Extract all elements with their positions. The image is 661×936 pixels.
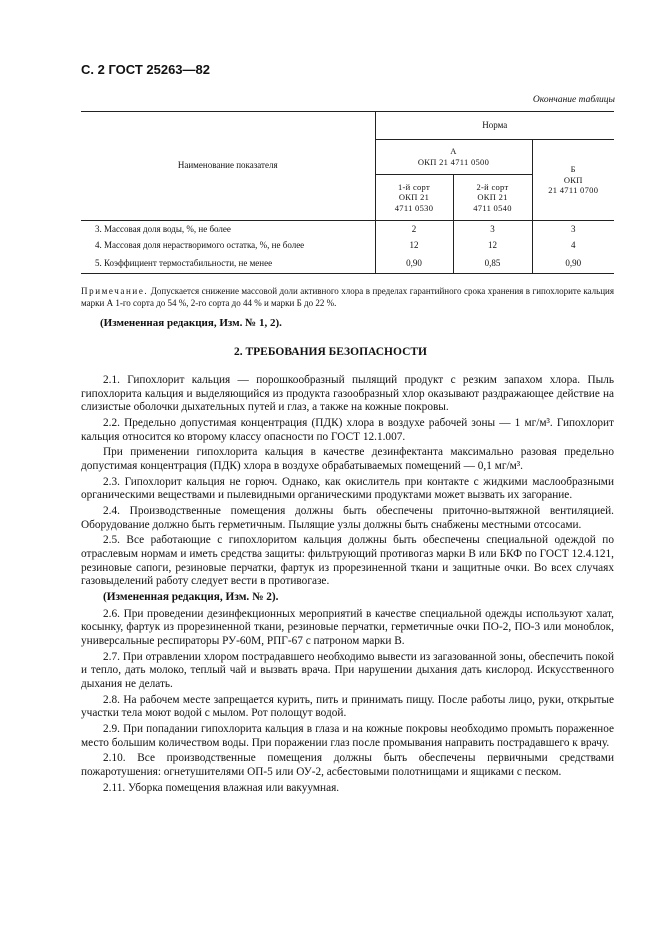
grade-a-title: А [450, 146, 457, 157]
row-value-a1: 2 [375, 221, 453, 238]
note-text: Допускается снижение массовой доли активного хлора в пределах гарантийного срока хранения в гипохлорите кальция марки А 1-го сорта до 54 %, 2-го сорта до 44 % и марки Б до 22 %. [81, 286, 614, 308]
paragraph-2-2-addendum: При применении гипохлорита кальция в качестве дезинфектанта максимально разовая предельно допустимая концентрация (ПДК) хлора в воздухе обрабатываемых помещений — 0,1 мг/м³. [81, 446, 614, 472]
grade-b-title: Б [570, 164, 576, 175]
note-label: Примечание. [81, 286, 149, 296]
page-header: С. 2 ГОСТ 25263—82 [81, 62, 210, 77]
paragraph-2-5: 2.5. Все работающие с гипохлоритом кальция должны быть обеспечены специальной одеждой по отраслевым нормам и иметь средства защиты: фильтрующий противогаз марки В или БКФ по ГОСТ 12.4.121, резиновые сапоги, резиновые перчатки, фартук из прорезиненной ткани и защитные очки. Во всех случаях газовыделений работу следует вести в противогазе. [81, 534, 614, 588]
row-value-b: 3 [532, 221, 614, 238]
grade-b-okp2: 21 4711 0700 [548, 185, 599, 196]
table-row [81, 238, 614, 255]
header-grade-a1 [375, 175, 453, 221]
header-indicator-name: Наименование показателя [81, 112, 375, 221]
grade-a2-okp2: 4711 0540 [473, 202, 512, 213]
header-grade-a2 [453, 175, 532, 221]
table-row [81, 255, 614, 274]
grade-a1-okp1: ОКП 21 [398, 192, 430, 203]
header-norm: Норма [375, 112, 614, 140]
grade-a2-label: 2-й сорт [476, 181, 509, 192]
paragraph-2-9: 2.9. При попадании гипохлорита кальция в глаза и на кожные покровы необходимо промыть пораженное место большим количеством воды. При поражении глаз после промывания направить пострадавшего к врачу. [81, 722, 614, 749]
paragraph-2-11: 2.11. Уборка помещения влажная или вакуумная. [103, 781, 340, 794]
paragraph-2-2: 2.2. Предельно допустимая концентрация (ПДК) хлора в воздухе рабочей зоны — 1 мг/м³. Гипохлорит кальция относится ко второму классу опасности по ГОСТ 12.1.007. [81, 416, 614, 443]
grade-b-okp1: ОКП [563, 174, 583, 185]
paragraph-2-7: 2.7. При отравлении хлором пострадавшего необходимо вывести из загазованной зоны, обеспечить покой и тепло, дать молоко, теплый чай и вызвать врача. При нарушении дыхания дать кислород. Искусственного дыхания не делать. [81, 650, 614, 690]
table-caption: Окончание таблицы [532, 95, 615, 105]
header-grade-b [532, 140, 614, 221]
row-name: 3. Массовая доля воды, %, не более [95, 223, 231, 234]
row-value-a1: 12 [375, 238, 453, 255]
row-name: 4. Массовая доля нерастворимого остатка, %, не более [95, 240, 305, 251]
paragraph-2-3: 2.3. Гипохлорит кальция не горюч. Однако, как окислитель при контакте с жидкими маслообразными органическими веществами и пылевидными органическими продуктами может вызвать их загорание. [81, 475, 614, 502]
paragraph-2-10: 2.10. Все производственные помещения должны быть обеспечены первичными средствами пожаротушения: огнетушителями ОП-5 или ОУ-2, асбестовыми полотнищами и ящиками с песком. [81, 752, 614, 778]
table-row [81, 221, 614, 238]
header-grade-a [375, 140, 532, 175]
row-value-b: 0,90 [532, 255, 614, 274]
grade-a1-okp2: 4711 0530 [394, 202, 434, 213]
edit-note-1: (Измененная редакция, Изм. № 1, 2). [100, 317, 282, 329]
edit-note-2: (Измененная редакция, Изм. № 2). [103, 591, 279, 604]
section-body [81, 374, 614, 797]
section-title: 2. ТРЕБОВАНИЯ БЕЗОПАСНОСТИ [233, 346, 428, 358]
paragraph-2-4: 2.4. Производственные помещения должны быть обеспечены приточно-вытяжной вентиляцией. Оборудование должно быть герметичным. Пылящие узлы должны быть снабжены местными отсосами. [81, 505, 614, 531]
row-value-a2: 0,85 [453, 255, 532, 274]
row-name: 5. Коэффициент термостабильности, не менее [81, 255, 375, 274]
grade-a2-okp1: ОКП 21 [477, 192, 508, 203]
row-value-a2: 12 [453, 238, 532, 255]
table-note [81, 285, 614, 309]
paragraph-2-1: 2.1. Гипохлорит кальция — порошкообразный пылящий продукт с резким запахом хлора. Пыль гипохлорита кальция и выделяющийся из продукта газообразный хлор оказывают раздражающее действие на слизистые оболочки дыхательных путей и глаз, а также на кожные покровы. [81, 374, 614, 414]
grade-a1-label: 1-й сорт [397, 181, 431, 192]
row-value-a1: 0,90 [375, 255, 453, 274]
norm-table [81, 111, 614, 274]
row-value-a2: 3 [453, 221, 532, 238]
grade-a-okp: ОКП 21 4711 0500 [417, 157, 490, 167]
paragraph-2-6: 2.6. При проведении дезинфекционных мероприятий в качестве специальной одежды используют халат, косынку, фартук из прорезиненной ткани, резиновые перчатки, герметичные очки ПО-2, ПО-3 или моноблок, универсальные респираторы РУ-60М, РПГ-67 с патроном марки В. [81, 607, 614, 647]
row-value-b: 4 [532, 238, 614, 255]
paragraph-2-8: 2.8. На рабочем месте запрещается курить, пить и принимать пищу. После работы лицо, руки, открытые участки тела моют водой с мылом. Рот полощут водой. [81, 693, 614, 720]
